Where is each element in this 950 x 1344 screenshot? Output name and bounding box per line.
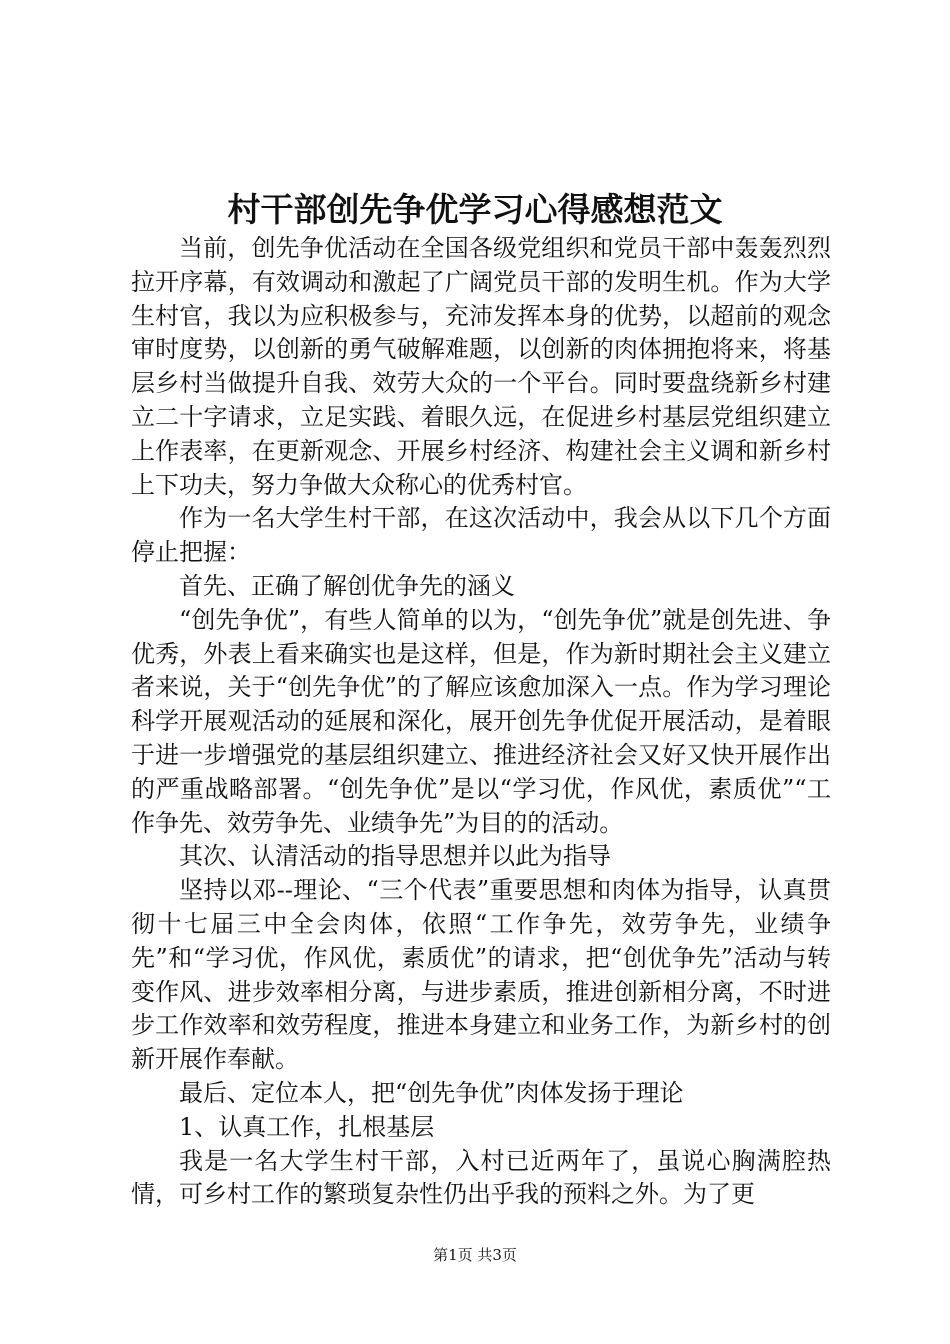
paragraph: “创先争优”，有些人简单的以为，“创先争优”就是创先进、争优秀，外表上看来确实也是这样，但是，作为新时期社会主义建立者来说，关于“创先争优”的了解应该愈加深入一点。作为学习理论科学开展观活动的延展和深化，展开创先争优促开展活动，是着眼于进一步增强党的基层组织建立、推进经济社会又好又快开展作出的严重战略部署。“创先争优”是以“学习优，作风优，素质优”“工作争先、效劳争先、业绩争先”为目的的活动。 bbox=[131, 605, 831, 837]
paragraph: 当前，创先争优活动在全国各级党组织和党员干部中轰轰烈烈拉开序幕，有效调动和激起了广阔党员干部的发明生机。作为大学生村官，我以为应积极参与，充沛发挥本身的优势，以超前的观念审时度势，以创新的勇气破解难题，以创新的肉体拥抱将来，将基层乡村当做提升自我、效劳大众的一个平台。同时要盘绕新乡村建立二十字请求，立足实践、着眼久远，在促进乡村基层党组织建立上作表率，在更新观念、开展乡村经济、构建社会主义调和新乡村上下功夫，努力争做大众称心的优秀村官。 bbox=[131, 234, 831, 499]
document-title: 村干部创先争优学习心得感想范文 bbox=[227, 190, 723, 229]
page-footer: 第1页 共3页 bbox=[433, 1246, 517, 1264]
sub-heading: 1、认真工作，扎根基层 bbox=[179, 1112, 435, 1141]
section-heading: 其次、认清活动的指导思想并以此为指导 bbox=[179, 842, 611, 871]
section-heading: 首先、正确了解创优争先的涵义 bbox=[179, 571, 515, 600]
document-body bbox=[131, 232, 831, 1212]
paragraph: 作为一名大学生村干部，在这次活动中，我会从以下几个方面停止把握： bbox=[131, 504, 831, 567]
paragraph: 我是一名大学生村干部，入村已近两年了，虽说心胸满腔热情，可乡村工作的繁琐复杂性仍出乎我的预料之外。为了更 bbox=[131, 1146, 831, 1209]
section-heading: 最后、定位本人，把“创先争优”肉体发扬于理论 bbox=[179, 1078, 684, 1107]
paragraph: 坚持以邓--理论、“三个代表”重要思想和肉体为指导，认真贯彻十七届三中全会肉体，依照“工作争先，效劳争先，业绩争先”和“学习优，作风优，素质优”的请求，把“创优争先”活动与转变作风、进步效率相分离，与进步素质，推进创新相分离，不时进步工作效率和效劳程度，推进本身建立和业务工作，为新乡村的创新开展作奉献。 bbox=[131, 876, 831, 1074]
